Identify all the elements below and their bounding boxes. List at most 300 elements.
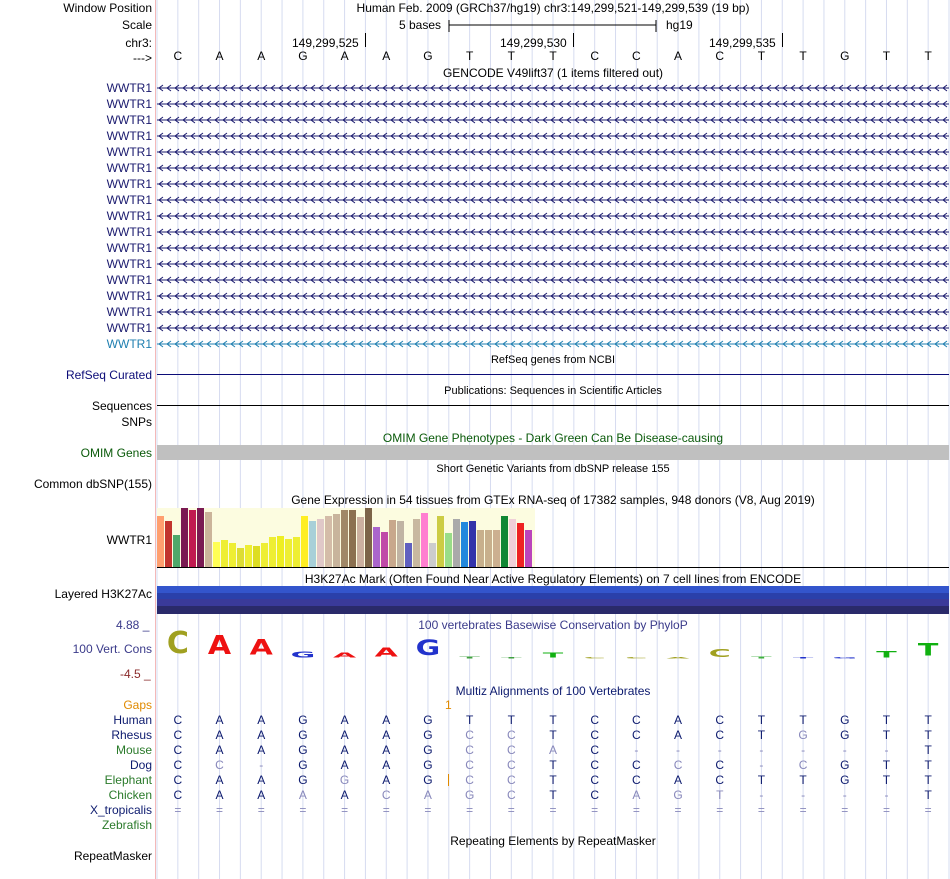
multiz-base: G bbox=[298, 773, 308, 787]
h3k27ac-label[interactable]: Layered H3K27Ac bbox=[54, 587, 152, 601]
gencode-transcript-label[interactable]: WWTR1 bbox=[106, 113, 152, 127]
gencode-transcript-line[interactable] bbox=[157, 241, 949, 255]
gtex-tissue-bar[interactable] bbox=[349, 510, 356, 567]
dbsnp-label[interactable]: Common dbSNP(155) bbox=[33, 477, 152, 491]
phylop-logo-letter: T bbox=[917, 640, 939, 661]
label-divider bbox=[155, 0, 156, 879]
snps-label[interactable]: SNPs bbox=[121, 415, 152, 429]
multiz-base: T bbox=[882, 713, 891, 727]
multiz-base: C bbox=[632, 773, 641, 787]
gtex-tissue-bar[interactable] bbox=[285, 539, 292, 567]
multiz-species-label[interactable]: X_tropicalis bbox=[89, 803, 152, 817]
reference-base: T bbox=[799, 49, 807, 63]
gencode-transcript-line[interactable] bbox=[157, 289, 949, 303]
window-position-label[interactable]: Window Position bbox=[63, 1, 152, 15]
dbsnp-track-title: Short Genetic Variants from dbSNP release 155 bbox=[436, 463, 670, 475]
gtex-tissue-bar[interactable] bbox=[477, 530, 484, 567]
gencode-transcript-line[interactable] bbox=[157, 193, 949, 207]
multiz-base: T bbox=[882, 728, 891, 742]
multiz-base: T bbox=[549, 728, 557, 742]
multiz-base: C bbox=[173, 758, 183, 772]
multiz-species-row[interactable] bbox=[157, 713, 949, 727]
reference-base: G bbox=[298, 49, 308, 63]
gencode-transcript-line[interactable] bbox=[157, 129, 949, 143]
multiz-base: A bbox=[340, 758, 349, 772]
multiz-base: A bbox=[382, 713, 391, 727]
gtex-tissue-bar[interactable] bbox=[405, 543, 412, 567]
gencode-transcript-line[interactable] bbox=[157, 81, 949, 95]
reference-base: C bbox=[715, 49, 725, 63]
multiz-base: T bbox=[757, 713, 766, 727]
gencode-transcript-label[interactable]: WWTR1 bbox=[106, 337, 152, 351]
multiz-species-row[interactable] bbox=[157, 773, 949, 787]
multiz-base: - bbox=[634, 743, 639, 757]
multiz-base: G bbox=[423, 713, 433, 727]
multiz-base: C bbox=[506, 788, 516, 802]
multiz-base: A bbox=[215, 773, 224, 787]
gencode-transcript-label[interactable]: WWTR1 bbox=[106, 225, 152, 239]
gtex-tissue-bar[interactable] bbox=[413, 519, 420, 567]
gtex-tissue-bar[interactable] bbox=[301, 516, 308, 567]
gencode-transcript-label[interactable]: WWTR1 bbox=[106, 177, 152, 191]
gaps-label[interactable]: Gaps bbox=[123, 698, 152, 712]
repeatmasker-track-title: Repeating Elements by RepeatMasker bbox=[450, 834, 656, 848]
gencode-transcript-line[interactable] bbox=[157, 273, 949, 287]
multiz-base: C bbox=[715, 758, 725, 772]
multiz-base: = bbox=[257, 803, 265, 817]
gtex-tissue-bar[interactable] bbox=[445, 533, 452, 567]
reference-base: A bbox=[340, 49, 349, 63]
gencode-transcript-line[interactable] bbox=[157, 257, 949, 271]
gtex-tissue-bar[interactable] bbox=[341, 510, 348, 567]
gencode-transcript-label[interactable]: WWTR1 bbox=[106, 209, 152, 223]
multiz-base: - bbox=[801, 788, 806, 802]
multiz-base: T bbox=[924, 773, 932, 787]
omim-track-title: OMIM Gene Phenotypes - Dark Green Can Be Disease-causing bbox=[382, 431, 724, 445]
reference-base: A bbox=[215, 49, 224, 63]
position-tick-3: 149,299,535 bbox=[709, 36, 776, 50]
multiz-base: A bbox=[340, 743, 349, 757]
gtex-tissue-bar[interactable] bbox=[269, 537, 276, 567]
multiz-base: = bbox=[382, 803, 390, 817]
multiz-base: G bbox=[673, 788, 683, 802]
gencode-transcript-label[interactable]: WWTR1 bbox=[106, 161, 152, 175]
multiz-base: = bbox=[549, 803, 557, 817]
multiz-base: T bbox=[924, 713, 932, 727]
multiz-base: A bbox=[340, 788, 349, 802]
publications-label[interactable]: Sequences bbox=[91, 399, 152, 413]
gencode-transcript-label[interactable]: WWTR1 bbox=[106, 97, 152, 111]
gtex-tissue-bar[interactable] bbox=[205, 512, 212, 567]
refseq-gene-line[interactable] bbox=[157, 374, 949, 375]
multiz-species-label[interactable]: Elephant bbox=[104, 773, 152, 787]
chrom-label[interactable]: chr3: bbox=[125, 36, 152, 50]
multiz-base: A bbox=[382, 728, 391, 742]
multiz-base: T bbox=[924, 728, 932, 742]
h3k27ac-band[interactable] bbox=[157, 599, 949, 606]
multiz-base: T bbox=[924, 743, 932, 757]
phylop-logo-letter: T bbox=[542, 651, 564, 660]
reference-base: A bbox=[674, 49, 683, 63]
gencode-transcript-line[interactable] bbox=[157, 161, 949, 175]
multiz-base: A bbox=[674, 728, 683, 742]
phylop-logo-letter: C bbox=[625, 657, 648, 660]
multiz-base: C bbox=[173, 713, 183, 727]
multiz-base: = bbox=[341, 803, 349, 817]
multiz-base: T bbox=[549, 713, 557, 727]
phylop-logo-letter: T bbox=[501, 657, 522, 660]
gtex-tissue-bar[interactable] bbox=[421, 513, 428, 567]
phylop-logo-letter: A bbox=[249, 635, 273, 661]
gtex-tissue-bar[interactable] bbox=[373, 527, 380, 567]
multiz-base: C bbox=[465, 773, 474, 787]
multiz-species-row[interactable] bbox=[157, 818, 949, 832]
multiz-base: C bbox=[590, 773, 599, 787]
reference-base: C bbox=[590, 49, 599, 63]
multiz-base: A bbox=[215, 788, 224, 802]
multiz-base: A bbox=[257, 773, 266, 787]
gtex-tissue-bar[interactable] bbox=[213, 542, 220, 567]
phylop-track-title: 100 vertebrates Basewise Conservation by PhyloP bbox=[418, 618, 688, 632]
multiz-base: = bbox=[174, 803, 182, 817]
gencode-transcript-label[interactable]: WWTR1 bbox=[106, 305, 152, 319]
multiz-base: C bbox=[590, 743, 599, 757]
multiz-base: A bbox=[215, 713, 224, 727]
multiz-base: = bbox=[716, 803, 724, 817]
gtex-tissue-bar[interactable] bbox=[389, 520, 396, 567]
gtex-tissue-bar[interactable] bbox=[397, 521, 404, 567]
gtex-tissue-bar[interactable] bbox=[485, 530, 492, 567]
multiz-base: - bbox=[884, 788, 889, 802]
multiz-base: C bbox=[632, 728, 641, 742]
multiz-base: = bbox=[757, 803, 765, 817]
multiz-base: G bbox=[840, 713, 850, 727]
gtex-tissue-bar[interactable] bbox=[293, 537, 300, 567]
multiz-base: - bbox=[801, 743, 806, 757]
phylop-logo-letter: A bbox=[666, 657, 690, 660]
multiz-base: T bbox=[882, 773, 891, 787]
multiz-track-title: Multiz Alignments of 100 Vertebrates bbox=[455, 684, 651, 698]
multiz-base: C bbox=[381, 788, 391, 802]
gtex-tissue-bar[interactable] bbox=[517, 523, 524, 567]
gtex-tissue-bar[interactable] bbox=[277, 536, 284, 567]
multiz-species-label[interactable]: Zebrafish bbox=[101, 818, 152, 832]
multiz-base: - bbox=[259, 758, 264, 772]
gtex-tissue-bar[interactable] bbox=[429, 543, 436, 567]
gtex-tissue-bar[interactable] bbox=[221, 540, 228, 567]
phylop-logo-letter: G bbox=[415, 635, 441, 661]
multiz-base: A bbox=[548, 743, 557, 757]
reference-base: T bbox=[507, 49, 515, 63]
multiz-base: = bbox=[591, 803, 599, 817]
phylop-logo-letter: G bbox=[290, 650, 316, 660]
gtex-tissue-bar[interactable] bbox=[245, 545, 252, 567]
gencode-transcript-label[interactable]: WWTR1 bbox=[106, 273, 152, 287]
gencode-transcript-line[interactable] bbox=[157, 113, 949, 127]
gtex-tissue-bar[interactable] bbox=[173, 535, 180, 567]
multiz-species-row[interactable] bbox=[157, 803, 949, 817]
multiz-species-label[interactable]: Rhesus bbox=[111, 728, 152, 742]
multiz-base: T bbox=[757, 773, 766, 787]
phylop-label[interactable]: 100 Vert. Cons bbox=[72, 642, 152, 656]
multiz-base: A bbox=[674, 713, 683, 727]
phylop-logo-letter: T bbox=[751, 655, 772, 660]
multiz-base: G bbox=[298, 713, 308, 727]
multiz-base: C bbox=[715, 773, 725, 787]
multiz-base: T bbox=[465, 713, 474, 727]
gtex-track-title: Gene Expression in 54 tissues from GTEx RNA-seq of 17382 samples, 948 donors (V8, Aug 2019) bbox=[291, 493, 815, 507]
gencode-transcript-line[interactable] bbox=[157, 145, 949, 159]
gtex-tissue-bar[interactable] bbox=[493, 530, 500, 567]
gtex-tissue-bar[interactable] bbox=[525, 530, 532, 567]
multiz-species-label[interactable]: Chicken bbox=[108, 788, 152, 802]
position-tick-mark-2 bbox=[573, 33, 574, 47]
reference-base: A bbox=[257, 49, 266, 63]
multiz-base: G bbox=[423, 758, 433, 772]
gap-marker: 1 bbox=[445, 698, 452, 712]
multiz-base: G bbox=[423, 728, 433, 742]
multiz-species-label[interactable]: Human bbox=[113, 713, 152, 727]
multiz-base: G bbox=[339, 773, 350, 787]
reference-base: T bbox=[549, 49, 557, 63]
gtex-tissue-bar[interactable] bbox=[381, 532, 388, 567]
gtex-tissue-bar[interactable] bbox=[501, 516, 508, 567]
gencode-transcript-label[interactable]: WWTR1 bbox=[106, 145, 152, 159]
gtex-tissue-bar[interactable] bbox=[261, 543, 268, 567]
multiz-base: C bbox=[465, 758, 474, 772]
multiz-base: T bbox=[799, 713, 807, 727]
gtex-tissue-bar[interactable] bbox=[181, 508, 188, 567]
insertion-marker bbox=[448, 774, 449, 786]
gtex-label[interactable]: WWTR1 bbox=[106, 533, 152, 547]
gtex-tissue-bar[interactable] bbox=[325, 516, 332, 567]
multiz-species-label[interactable]: Dog bbox=[129, 758, 152, 772]
refseq-label[interactable]: RefSeq Curated bbox=[65, 368, 152, 382]
multiz-species-row[interactable] bbox=[157, 728, 949, 742]
multiz-base: T bbox=[716, 788, 724, 802]
reference-base: T bbox=[757, 49, 766, 63]
gtex-baseline bbox=[157, 567, 949, 568]
position-tick-1: 149,299,525 bbox=[292, 36, 359, 50]
multiz-species-row[interactable] bbox=[157, 758, 949, 772]
reference-base: C bbox=[632, 49, 641, 63]
multiz-base: - bbox=[717, 743, 722, 757]
reference-base: T bbox=[924, 49, 932, 63]
multiz-base: C bbox=[632, 758, 641, 772]
multiz-base: G bbox=[298, 758, 308, 772]
assembly-name: hg19 bbox=[666, 18, 693, 32]
multiz-base: = bbox=[632, 803, 640, 817]
multiz-base: A bbox=[340, 713, 349, 727]
gtex-tissue-bar[interactable] bbox=[229, 543, 236, 567]
multiz-base: - bbox=[759, 743, 764, 757]
multiz-base: T bbox=[924, 758, 932, 772]
multiz-base: A bbox=[382, 743, 391, 757]
multiz-base: A bbox=[257, 728, 266, 742]
multiz-base: A bbox=[215, 743, 224, 757]
multiz-base: G bbox=[423, 773, 433, 787]
phylop-logo-letter: T bbox=[876, 649, 897, 660]
gtex-tissue-bar[interactable] bbox=[317, 519, 324, 567]
multiz-base: G bbox=[840, 728, 850, 742]
reference-base: G bbox=[840, 49, 850, 63]
gtex-tissue-bar[interactable] bbox=[469, 521, 476, 567]
position-tick-mark-3 bbox=[782, 33, 783, 47]
multiz-base: A bbox=[298, 788, 307, 802]
position-tick-mark-1 bbox=[365, 33, 366, 47]
multiz-base: T bbox=[549, 773, 557, 787]
multiz-base: C bbox=[632, 713, 641, 727]
multiz-base: = bbox=[924, 803, 932, 817]
gencode-transcript-label[interactable]: WWTR1 bbox=[106, 289, 152, 303]
multiz-base: G bbox=[423, 743, 433, 757]
gtex-tissue-bar[interactable] bbox=[437, 516, 444, 567]
multiz-base: C bbox=[590, 788, 599, 802]
scale-bar bbox=[448, 18, 660, 34]
h3k27ac-band[interactable] bbox=[157, 606, 949, 614]
omim-phenotype-bar[interactable] bbox=[157, 445, 949, 460]
multiz-base: C bbox=[715, 728, 725, 742]
multiz-base: - bbox=[676, 743, 681, 757]
gencode-transcript-line[interactable] bbox=[157, 209, 949, 223]
gencode-track-title: GENCODE V49lift37 (1 items filtered out) bbox=[442, 66, 664, 80]
gtex-tissue-bar[interactable] bbox=[237, 548, 244, 567]
publications-line[interactable] bbox=[157, 405, 949, 406]
gtex-tissue-bar[interactable] bbox=[461, 522, 468, 567]
multiz-base: = bbox=[799, 803, 807, 817]
multiz-base: C bbox=[590, 713, 599, 727]
multiz-species-label[interactable]: Mouse bbox=[115, 743, 152, 757]
gencode-transcript-line[interactable] bbox=[157, 97, 949, 111]
reference-base: A bbox=[382, 49, 391, 63]
gtex-tissue-bar[interactable] bbox=[365, 508, 372, 567]
multiz-base: C bbox=[715, 713, 725, 727]
multiz-base: C bbox=[506, 758, 516, 772]
multiz-base: G bbox=[840, 758, 850, 772]
multiz-base: A bbox=[257, 743, 266, 757]
gtex-tissue-bar[interactable] bbox=[509, 519, 516, 567]
h3k27ac-band[interactable] bbox=[157, 586, 949, 593]
multiz-base: = bbox=[882, 803, 890, 817]
multiz-base: T bbox=[507, 713, 515, 727]
reference-base: T bbox=[465, 49, 474, 63]
phylop-logo-letter: C bbox=[708, 647, 731, 660]
gtex-tissue-bar[interactable] bbox=[157, 516, 164, 567]
scale-label[interactable]: Scale bbox=[121, 18, 152, 32]
multiz-base: = bbox=[674, 803, 682, 817]
gtex-tissue-bar[interactable] bbox=[309, 521, 316, 567]
multiz-base: G bbox=[298, 743, 308, 757]
gencode-transcript-label[interactable]: WWTR1 bbox=[106, 321, 152, 335]
multiz-base: A bbox=[382, 773, 391, 787]
repeatmasker-label[interactable]: RepeatMasker bbox=[73, 849, 152, 863]
multiz-base: A bbox=[215, 728, 224, 742]
multiz-base: = bbox=[299, 803, 307, 817]
gencode-transcript-label[interactable]: WWTR1 bbox=[106, 81, 152, 95]
gtex-tissue-bar[interactable] bbox=[165, 521, 172, 567]
multiz-base: C bbox=[798, 758, 808, 772]
multiz-base: C bbox=[590, 758, 599, 772]
multiz-base: A bbox=[257, 788, 266, 802]
multiz-base: C bbox=[465, 728, 474, 742]
gtex-tissue-bar[interactable] bbox=[197, 508, 204, 567]
multiz-base: C bbox=[673, 758, 683, 772]
multiz-base: = bbox=[466, 803, 474, 817]
phylop-max-value: 4.88 _ bbox=[116, 618, 150, 632]
phylop-logo-letter: G bbox=[832, 657, 858, 660]
gencode-transcript-line[interactable] bbox=[157, 337, 949, 351]
reference-sequence bbox=[157, 49, 949, 63]
phylop-logo-letter: T bbox=[792, 657, 814, 660]
multiz-base: G bbox=[798, 728, 808, 742]
phylop-logo-letter: T bbox=[459, 655, 480, 660]
gtex-tissue-bar[interactable] bbox=[253, 546, 260, 567]
multiz-base: C bbox=[465, 743, 474, 757]
multiz-base: C bbox=[506, 728, 516, 742]
multiz-base: T bbox=[924, 788, 932, 802]
multiz-base: = bbox=[216, 803, 224, 817]
multiz-base: G bbox=[840, 773, 850, 787]
phylop-min-value: -4.5 _ bbox=[120, 667, 151, 681]
publications-track-title: Publications: Sequences in Scientific Articles bbox=[444, 385, 662, 397]
multiz-base: A bbox=[382, 758, 391, 772]
gencode-transcript-label[interactable]: WWTR1 bbox=[106, 257, 152, 271]
reference-base: T bbox=[882, 49, 891, 63]
multiz-base: T bbox=[882, 758, 891, 772]
multiz-base: = bbox=[507, 803, 515, 817]
multiz-base: A bbox=[340, 728, 349, 742]
reference-base: G bbox=[423, 49, 433, 63]
multiz-species-row[interactable] bbox=[157, 743, 949, 757]
multiz-base: T bbox=[549, 788, 557, 802]
gencode-transcript-line[interactable] bbox=[157, 225, 949, 239]
gencode-transcript-label[interactable]: WWTR1 bbox=[106, 129, 152, 143]
refseq-track-title: RefSeq genes from NCBI bbox=[490, 354, 616, 366]
phylop-logo-letter: A bbox=[207, 630, 232, 661]
multiz-base: A bbox=[632, 788, 641, 802]
multiz-base: = bbox=[841, 803, 849, 817]
phylop-logo-letter: A bbox=[374, 645, 398, 660]
multiz-base: C bbox=[590, 728, 599, 742]
gencode-transcript-line[interactable] bbox=[157, 305, 949, 319]
multiz-base: C bbox=[173, 773, 183, 787]
multiz-base: = bbox=[424, 803, 432, 817]
multiz-base: C bbox=[506, 773, 516, 787]
multiz-base: A bbox=[423, 788, 432, 802]
gtex-tissue-bar[interactable] bbox=[357, 517, 364, 567]
multiz-base: C bbox=[506, 743, 516, 757]
multiz-base: C bbox=[173, 743, 183, 757]
gencode-transcript-line[interactable] bbox=[157, 321, 949, 335]
multiz-base: G bbox=[298, 728, 308, 742]
position-tick-2: 149,299,530 bbox=[500, 36, 567, 50]
gtex-tissue-bar[interactable] bbox=[189, 510, 196, 567]
gencode-transcript-line[interactable] bbox=[157, 177, 949, 191]
multiz-base: - bbox=[842, 788, 847, 802]
omim-label[interactable]: OMIM Genes bbox=[80, 446, 152, 460]
gencode-transcript-label[interactable]: WWTR1 bbox=[106, 193, 152, 207]
multiz-base: G bbox=[464, 788, 475, 802]
multiz-species-row[interactable] bbox=[157, 788, 949, 802]
strand-label: ---> bbox=[133, 51, 152, 65]
multiz-base: - bbox=[884, 743, 889, 757]
multiz-base: C bbox=[173, 728, 183, 742]
reference-base: C bbox=[173, 49, 183, 63]
gtex-tissue-bar[interactable] bbox=[453, 519, 460, 567]
gencode-transcript-label[interactable]: WWTR1 bbox=[106, 241, 152, 255]
multiz-base: A bbox=[257, 713, 266, 727]
gtex-tissue-bar[interactable] bbox=[333, 514, 340, 567]
